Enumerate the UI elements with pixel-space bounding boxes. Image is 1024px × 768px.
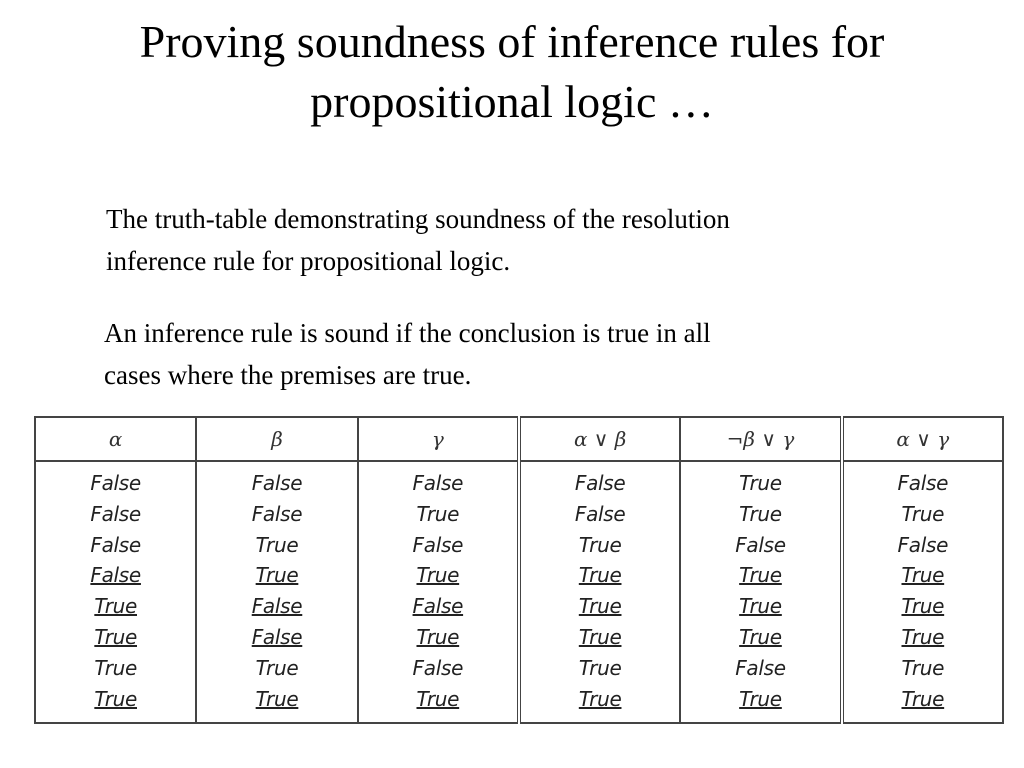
slide-title-line-1: Proving soundness of inference rules for <box>139 16 885 67</box>
truth-value-cell: True <box>578 655 622 680</box>
header-beta: β <box>196 417 357 461</box>
column-gamma <box>358 461 519 723</box>
paragraph-1-line-2: inference rule for propositional logic. <box>106 246 511 276</box>
truth-value-cell: False <box>90 471 141 495</box>
header-alpha: α <box>35 417 196 461</box>
slide-title <box>0 12 1024 132</box>
header-alpha-or-beta: α ∨ β <box>519 417 680 461</box>
truth-value-cell: True <box>739 501 782 526</box>
truth-value-cell: True <box>94 686 137 711</box>
truth-value-cell: False <box>735 532 786 557</box>
truth-value-cell: True <box>255 655 299 680</box>
truth-value-cell: True <box>739 471 782 495</box>
truth-value-cell: True <box>94 594 137 619</box>
truth-value-cell: False <box>412 532 464 557</box>
truth-value-cell: True <box>94 655 137 680</box>
slide-title-line-2: propositional logic … <box>310 76 714 127</box>
truth-value-cell: True <box>739 624 782 649</box>
truth-value-cell: True <box>416 563 460 588</box>
truth-value-cell: False <box>412 655 464 680</box>
truth-value-cell: True <box>739 686 782 711</box>
column-alpha-or-gamma <box>842 461 1003 723</box>
truth-value-cell: True <box>416 624 460 649</box>
truth-value-cell: True <box>739 563 782 588</box>
truth-value-cell: True <box>901 563 945 588</box>
truth-value-cell: False <box>251 594 303 619</box>
truth-value-cell: True <box>901 624 945 649</box>
column-beta <box>196 461 357 723</box>
truth-value-cell: True <box>255 563 299 588</box>
truth-value-cell: True <box>901 655 945 680</box>
truth-value-cell: True <box>94 624 137 649</box>
truth-value-cell: True <box>901 501 945 526</box>
truth-value-cell: True <box>255 686 299 711</box>
truth-value-cell: False <box>735 655 786 680</box>
column-alpha-or-beta <box>519 461 680 723</box>
truth-value-cell: True <box>578 563 622 588</box>
header-alpha-or-gamma: α ∨ γ <box>842 417 1003 461</box>
truth-value-cell: True <box>578 686 622 711</box>
truth-value-cell: False <box>412 471 464 495</box>
truth-value-cell: True <box>578 624 622 649</box>
truth-table-header-row <box>35 417 1003 461</box>
truth-table-image <box>34 416 1004 724</box>
truth-value-cell: False <box>574 501 626 526</box>
header-not-beta-or-gamma: ¬β ∨ γ <box>680 417 841 461</box>
column-not-beta-or-gamma <box>680 461 841 723</box>
truth-value-cell: True <box>416 686 460 711</box>
paragraph-1-line-1: The truth-table demonstrating soundness of the resolution <box>106 204 730 234</box>
truth-value-cell: False <box>897 532 949 557</box>
paragraph-2-line-1: An inference rule is sound if the conclusion is true in all <box>104 318 711 348</box>
column-alpha <box>35 461 196 723</box>
truth-table <box>34 416 1004 724</box>
truth-value-cell: True <box>255 532 299 557</box>
truth-value-cell: False <box>90 501 141 526</box>
truth-value-cell: True <box>739 594 782 619</box>
truth-value-cell: False <box>412 594 464 619</box>
header-gamma: γ <box>358 417 519 461</box>
truth-value-cell: False <box>90 563 141 588</box>
truth-value-cell: False <box>251 471 303 495</box>
truth-table-body <box>35 461 1003 723</box>
truth-value-cell: True <box>578 594 622 619</box>
truth-value-cell: False <box>574 471 626 495</box>
paragraph-soundness-definition <box>104 312 924 396</box>
truth-value-cell: True <box>416 501 460 526</box>
truth-value-cell: True <box>901 686 945 711</box>
truth-value-cell: True <box>578 532 622 557</box>
truth-value-cell: False <box>251 624 303 649</box>
paragraph-2-line-2: cases where the premises are true. <box>104 360 472 390</box>
truth-value-cell: False <box>251 501 303 526</box>
truth-value-cell: True <box>901 594 945 619</box>
truth-value-cell: False <box>90 532 141 557</box>
paragraph-truth-table-description <box>106 198 926 282</box>
truth-value-cell: False <box>897 471 949 495</box>
